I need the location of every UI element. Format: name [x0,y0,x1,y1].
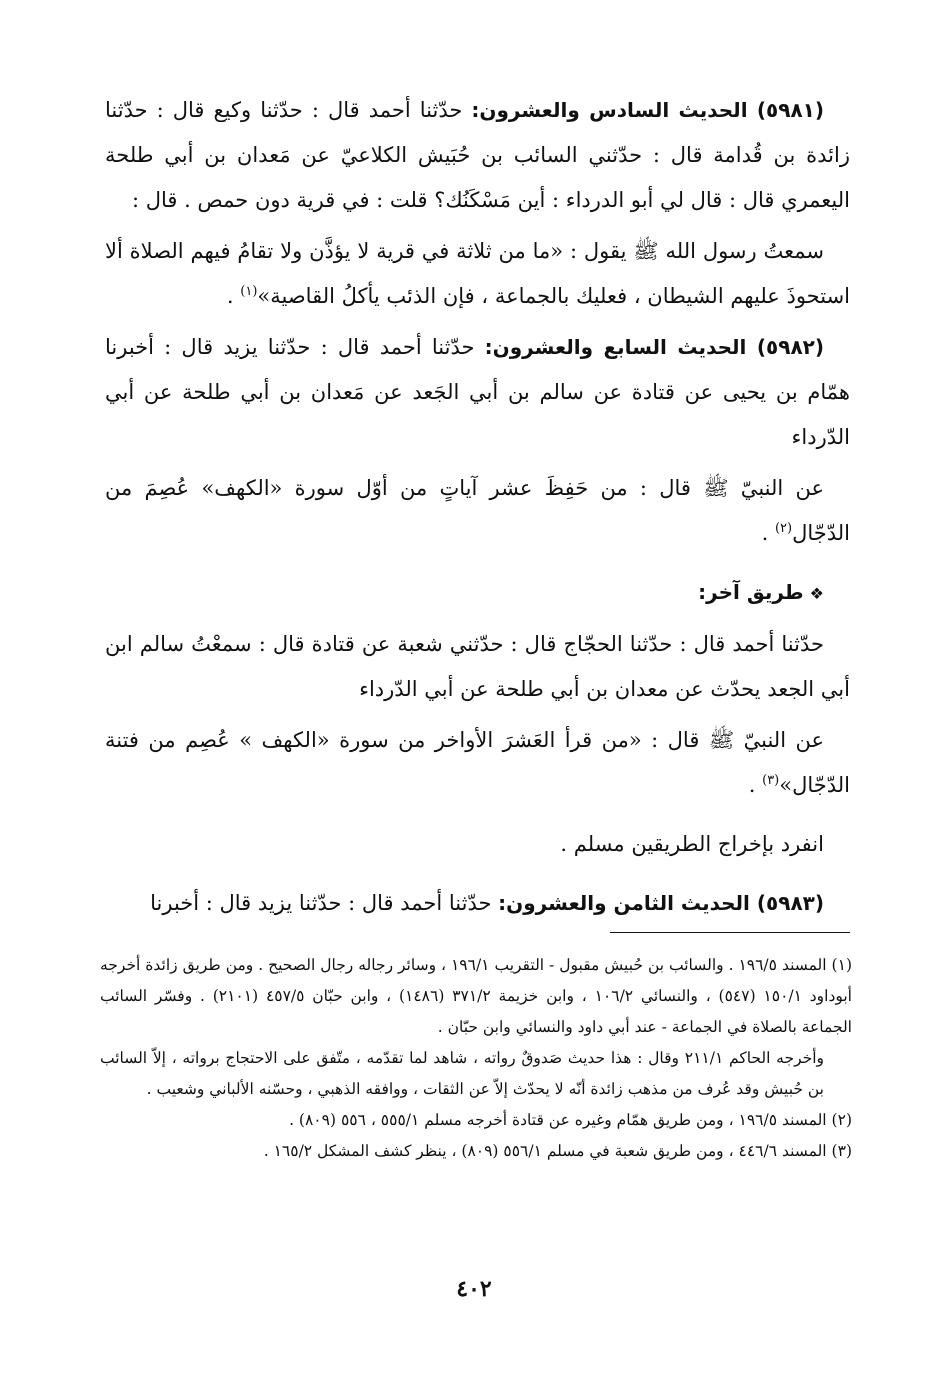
isnad-text: حدّثنا أحمد قال : حدّثنا وكيع قال : حدّثنا زائدة بن قُدامة قال : حدّثني السائب بن حُبَيش الكلاعيّ عن مَعدان بن أبي طلحة اليعمري قال : قال لي أبو الدرداء : أين مَسْكَنُك؟ قلت : في قرية دون حمص . قال : [105,98,850,212]
hadith-5982-heading [485,335,824,359]
hadith-title: الحديث السادس والعشرون: [471,98,748,122]
end-punct: . [226,284,241,308]
hadith-5983-isnad [105,881,850,926]
matn-text: عن النبيّ ﷺ قال : من حَفِظَ عشر آياتٍ من أوّل سورة «الكهف» عُصِمَ من الدّجّال [105,476,850,545]
footnote-marker: (١) [831,956,852,974]
hadith-5981-isnad [105,88,850,223]
hadith-5981-matn [105,229,850,319]
hadith-number: (٥٩٨٢) [756,335,824,359]
isnad-text: حدّثنا أحمد قال : حدّثنا يزيد قال : أخبرنا [150,891,492,915]
end-punct: . [761,521,775,545]
matn-text: سمعتُ رسول الله ﷺ يقول : «ما من ثلاثة في قرية لا يؤذَّن ولا تقامُ فيهم الصلاة ألا استحوذَ عليهم الشيطان ، فعليك بالجماعة ، فإن الذئب يأكلُ القاصية» [105,239,850,308]
hadith-title: الحديث الثامن والعشرون: [498,891,750,915]
isnad-text: حدّثنا أحمد قال : حدّثنا يزيد قال : أخبرنا همّام بن يحيى عن قتادة عن سالم بن أبي الجَعد عن مَعدان بن أبي طلحة عن أبي الدّرداء [105,335,850,449]
footnote-separator [610,932,850,933]
route-title: طريق آخر: [698,580,804,604]
isnad-text: حدّثنا أحمد قال : حدّثنا الحجّاج قال : حدّثني شعبة عن قتادة قال : سمعْتُ سالم ابن أبي الجعد يحدّث عن معدان بن أبي طلحة عن أبي الدّرداء [105,632,850,701]
footnote-marker: (٢) [831,1111,852,1129]
hadith-5982-isnad [105,325,850,460]
footnote-text: المسند ١٩٦/٥ . والسائب بن حُبيش مقبول - التقريب ١٩٦/١ ، وسائر رجاله رجال الصحيح . ومن طريق زائدة أخرجه أبوداود ١٥٠/١ (٥٤٧) ، والنسائي ١٠٦/٢ ، وابن خزيمة ٣٧١/٢ (١٤٨٦) ، وابن حبّان ٤٥٧/٥ (٢١٠١) . وفسّر السائب الجماعة بالصلاة في الجماعة - عند أبي داود والنسائي وابن حبّان . [100,956,852,1036]
footnote-1 [100,950,852,1043]
footnote-ref-1: (١) [240,284,258,299]
hadith-5982-matn [105,466,850,556]
conclusion: انفرد بإخراج الطريقين مسلم . [560,832,824,856]
footnote-ref-2: (٢) [774,521,793,536]
page-number: ٤٠٢ [456,1276,492,1302]
hadith-5981-heading [471,98,824,122]
hadith-number: (٥٩٨٣) [756,891,824,915]
matn-text: عن النبيّ ﷺ قال : «من قرأ العَشرَ الأواخر من سورة «الكهف » عُصِم من فتنة الدّجّال» [105,728,850,797]
hadith-title: الحديث السابع والعشرون: [484,335,747,359]
another-route-isnad [105,622,850,712]
footnote-2 [100,1105,852,1136]
footnote-1-continuation: وأخرجه الحاكم ٢١١/١ وقال : هذا حديث صَدوقٌ رواته ، شاهد لما تقدّمه ، متّفق على الاحتجاج برواته ، إلاّ السائب بن حُبيش وقد عُرف من مذهب زائدة أنّه لا يحدّث إلاّ عن الثقات ، ووافقه الذهبي ، وحسّنه الألباني وشعيب . [100,1049,824,1098]
footnote-text: المسند ١٩٦/٥ ، ومن طريق همّام وغيره عن قتادة أخرجه مسلم ٥٥٥/١ ، ٥٥٦ (٨٠٩) . [289,1111,827,1129]
footnote-marker: (٣) [831,1142,852,1160]
footnote-3 [100,1136,852,1167]
diamond-bullet-icon: ❖ [809,584,824,603]
hadith-number: (٥٩٨١) [756,98,824,122]
footnote-text: المسند ٤٤٦/٦ ، ومن طريق شعبة في مسلم ٥٥٦/١ (٨٠٩) ، ينظر كشف المشكل ١٦٥/٢ . [263,1142,827,1160]
footnotes [100,950,852,1167]
another-route-matn [105,718,850,808]
another-route-heading [105,570,850,616]
main-text [105,88,850,926]
footnote-ref-3: (٣) [762,773,780,788]
end-punct: . [748,773,763,797]
hadith-5983-heading [498,891,824,915]
